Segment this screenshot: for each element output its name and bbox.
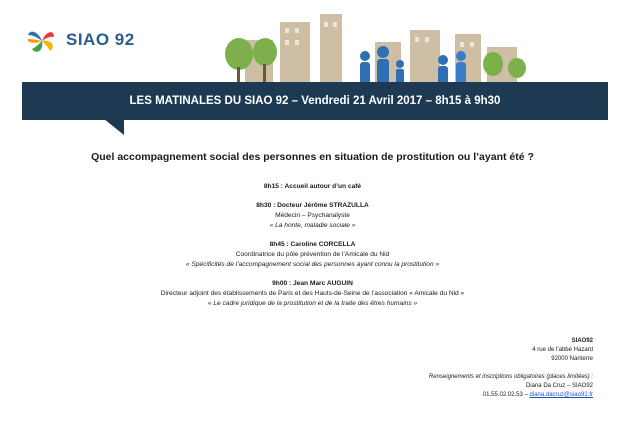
program-item-speaker-3: [0, 279, 625, 309]
contact-block: [429, 337, 593, 400]
contact-phone: 01.55.02.02.53 –: [482, 392, 528, 398]
speaker-1-title: 8h30 : Docteur Jérôme STRAZULLA: [256, 202, 369, 209]
banner-tail: [104, 119, 124, 135]
event-title: LES MATINALES DU SIAO 92 – Vendredi 21 Avril 2017 – 8h15 à 9h30: [129, 95, 501, 107]
program-item-speaker-2: [0, 240, 625, 270]
speaker-2-role: Coordinatrice du pôle prévention de l’Amicale du Nid: [235, 251, 390, 258]
contact-phone-email: [429, 391, 593, 400]
speaker-2-talk: « Spécificités de l’accompagnement social des personnes ayant connu la prostitution »: [185, 261, 440, 268]
speaker-1-role: Médecin – Psychanalyste: [275, 212, 350, 219]
contact-info-label: Renseignements et inscriptions obligatoires (places limitées) :: [428, 374, 593, 380]
contact-city: 92000 Nanterre: [551, 356, 593, 362]
contact-street: 4 rue de l’abbé Hazard: [532, 347, 593, 353]
speaker-3-talk: « Le cadre juridique de la prostitution et de la traite des êtres humains »: [207, 300, 418, 307]
speaker-3-title: 9h00 : Jean Marc AUGUIN: [272, 280, 353, 287]
speaker-2-title: 8h45 : Caroline CORCELLA: [269, 241, 356, 248]
contact-spacer: [429, 364, 593, 373]
speaker-1-talk: « La honte, maladie sociale »: [269, 222, 356, 229]
cityscape-illustration: [225, 12, 530, 84]
program-item-speaker-1: [0, 201, 625, 231]
logo-text: SIAO 92: [66, 30, 135, 49]
contact-email-link[interactable]: diana.dacruz@siao92.fr: [529, 392, 593, 398]
contact-org: SIAO92: [571, 338, 593, 344]
contact-person: Diana Da Cruz – SIAO92: [525, 383, 593, 389]
program-item-welcome: [0, 182, 625, 192]
speaker-3-role: Directeur adjoint des établissements de Paris et des Hauts-de-Seine de l’association « Amicale du Nid »: [160, 290, 465, 297]
welcome-line: 8h15 : Accueil autour d’un café: [263, 183, 362, 190]
program-schedule: [0, 182, 625, 318]
session-question: Quel accompagnement social des personnes en situation de prostitution ou l’ayant été ?: [91, 151, 534, 163]
